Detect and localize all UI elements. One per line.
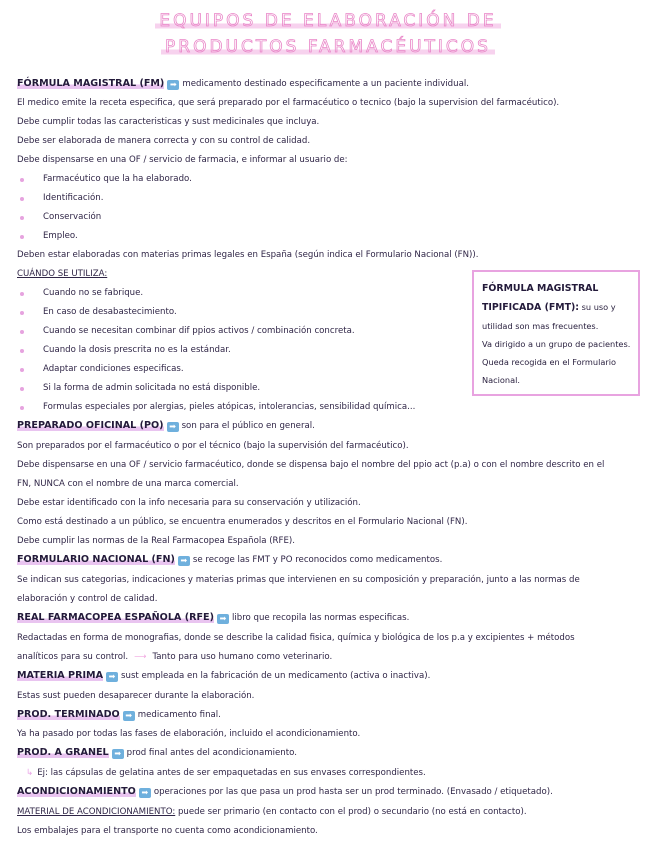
po-line: Debe dispensarse en una OF / servicio farmacéutico, donde se dispensa bajo el nombre del ppio act (p.a) o con el nombre descrito en el <box>17 460 605 470</box>
pg-heading-line <box>17 747 297 759</box>
fn-line: elaboración y control de calidad. <box>17 594 158 604</box>
rfe-heading-line <box>17 612 409 624</box>
bullet-dot <box>20 197 24 201</box>
bullet-dot <box>20 311 24 315</box>
arrow-icon: ➡ <box>178 556 190 566</box>
mat-acond-desc: puede ser primario (en contacto con el prod) o secundario (no está en contacto). <box>177 807 527 817</box>
arrow-icon: ➡ <box>112 749 124 759</box>
rfe-text: analíticos para su control. <box>17 652 129 662</box>
mp-desc: sust empleada en la fabricación de un medicamento (activa o inactiva). <box>121 671 431 681</box>
bullet-dot <box>20 406 24 410</box>
when-bullet: Formulas especiales por alergias, pieles atópicas, intolerancias, sensibilidad química... <box>43 402 416 412</box>
when-bullet: Cuando se necesitan combinar dif ppios activos / combinación concreta. <box>43 326 355 336</box>
rfe-line-2 <box>17 651 332 663</box>
fmt-line: Nacional. <box>482 375 521 385</box>
bullet-dot <box>20 330 24 334</box>
arrow-icon: ➡ <box>123 711 135 721</box>
pg-desc: prod final antes del acondicionamiento. <box>126 748 297 758</box>
po-line: FN, NUNCA con el nombre de una marca comercial. <box>17 479 239 489</box>
arrow-icon: ➡ <box>167 80 179 90</box>
fm-line: Debe ser elaborada de manera correcta y con su control de calidad. <box>17 136 311 146</box>
fm-line: Debe cumplir todas las caracteristicas y sust medicinales que incluya. <box>17 117 320 127</box>
bullet-dot <box>20 216 24 220</box>
po-heading: PREPARADO OFICINAL (PO) <box>17 420 164 431</box>
fm-line: El medico emite la receta especifica, que será preparado por el farmacéutico o tecnico (bajo la supervision del farmacéutico). <box>17 98 560 108</box>
bullet-dot <box>20 292 24 296</box>
arrow-icon: ➡ <box>106 672 118 682</box>
fmt-heading-1: FÓRMULA MAGISTRAL <box>482 283 599 294</box>
when-bullet: Adaptar condiciones especificas. <box>43 364 184 374</box>
page-title-line-2: PRODUCTOS FARMACÉUTICOS <box>0 36 656 58</box>
mat-acond-heading: MATERIAL DE ACONDICIONAMIENTO: <box>17 807 176 817</box>
bullet-dot <box>20 235 24 239</box>
when-bullet: Cuando la dosis prescrita no es la estándar. <box>43 345 231 355</box>
rfe-desc: libro que recopila las normas especificas. <box>231 613 410 623</box>
hook-arrow-icon: ↳ <box>26 768 34 778</box>
fm-heading: FÓRMULA MAGISTRAL (FM) <box>17 78 165 89</box>
bullet-dot <box>20 368 24 372</box>
ac-last-line: Los embalajes para el transporte no cuenta como acondicionamiento. <box>17 826 318 836</box>
pt-heading-line <box>17 709 221 721</box>
fmt-text: su uso y <box>581 302 616 312</box>
fn-desc: se recoge las FMT y PO reconocidos como medicamentos. <box>192 555 443 565</box>
fmt-line: Queda recogida en el Formulario <box>482 357 617 367</box>
fn-heading: FORMULARIO NACIONAL (FN) <box>17 554 175 565</box>
rfe-line: Redactadas en forma de monografias, donde se describe la calidad fisica, química y biológica de los p.a y excipientes + métodos <box>17 633 575 643</box>
when-bullet: Si la forma de admin solicitada no está disponible. <box>43 383 261 393</box>
fmt-heading-2-line <box>482 298 630 317</box>
bullet-dot <box>20 387 24 391</box>
rfe-text: Tanto para uso humano como veterinario. <box>152 652 333 662</box>
when-heading: CUÁNDO SE UTILIZA: <box>17 269 108 279</box>
when-bullet: Cuando no se fabrique. <box>43 288 144 298</box>
po-line: Debe cumplir las normas de la Real Farmacopea Española (RFE). <box>17 536 295 546</box>
pg-example: Ej: las cápsulas de gelatina antes de ser empaquetadas en sus envases correspondientes. <box>37 768 426 778</box>
fm-bullet: Empleo. <box>43 231 78 241</box>
pg-heading: PROD. A GRANEL <box>17 747 109 758</box>
pt-line: Ya ha pasado por todas las fases de elaboración, incluido el acondicionamiento. <box>17 729 361 739</box>
fmt-box <box>472 270 640 396</box>
po-line: Debe estar identificado con la info necesaria para su conservación y utilización. <box>17 498 361 508</box>
when-bullet: En caso de desabastecimiento. <box>43 307 177 317</box>
long-arrow-icon: ⟶ <box>134 652 147 662</box>
pt-desc: medicamento final. <box>137 710 221 720</box>
mat-acond-line <box>17 806 527 818</box>
ac-heading-line <box>17 786 553 798</box>
arrow-icon: ➡ <box>139 788 151 798</box>
mp-heading-line <box>17 670 430 682</box>
fn-line: Se indican sus categorias, indicaciones y materias primas que intervienen en su composición y preparación, junto a las normas de <box>17 575 580 585</box>
fm-bullet: Conservación <box>43 212 102 222</box>
ac-desc: operaciones por las que pasa un prod hasta ser un prod terminado. (Envasado / etiquetado). <box>153 787 553 797</box>
po-heading-line <box>17 420 315 432</box>
fm-line: Debe dispensarse en una OF / servicio de farmacia, e informar al usuario de: <box>17 155 348 165</box>
mp-line: Estas sust pueden desaparecer durante la elaboración. <box>17 691 255 701</box>
fm-desc: medicamento destinado especificamente a un paciente individual. <box>182 79 469 89</box>
ac-heading: ACONDICIONAMIENTO <box>17 786 136 797</box>
arrow-icon: ➡ <box>217 614 229 624</box>
bullet-dot <box>20 178 24 182</box>
po-line: Como está destinado a un público, se encuentra enumerados y descritos en el Formulario Nacional (FN). <box>17 517 468 527</box>
mp-heading: MATERIA PRIMA <box>17 670 104 681</box>
bullet-dot <box>20 349 24 353</box>
po-line: Son preparados por el farmacéutico o por el técnico (bajo la supervisión del farmacéutico). <box>17 441 409 451</box>
page-title-line-1: EQUIPOS DE ELABORACIÓN DE <box>0 10 656 32</box>
arrow-icon: ➡ <box>167 422 179 432</box>
fm-bullet: Identificación. <box>43 193 104 203</box>
po-desc: son para el público en general. <box>181 421 315 431</box>
pg-example-line <box>26 767 426 779</box>
pt-heading: PROD. TERMINADO <box>17 709 120 720</box>
fmt-line: Va dirigido a un grupo de pacientes. <box>482 339 631 349</box>
fm-legal: Deben estar elaboradas con materias primas legales en España (según indica el Formulario Nacional (FN)). <box>17 250 479 260</box>
fm-heading-line <box>17 78 469 90</box>
fn-heading-line <box>17 554 442 566</box>
fm-bullet: Farmacéutico que la ha elaborado. <box>43 174 192 184</box>
rfe-heading: REAL FARMACOPEA ESPAÑOLA (RFE) <box>17 612 214 623</box>
fmt-line: utilidad son mas frecuentes. <box>482 321 599 331</box>
fmt-heading-2: TIPIFICADA (FMT): <box>482 302 580 313</box>
